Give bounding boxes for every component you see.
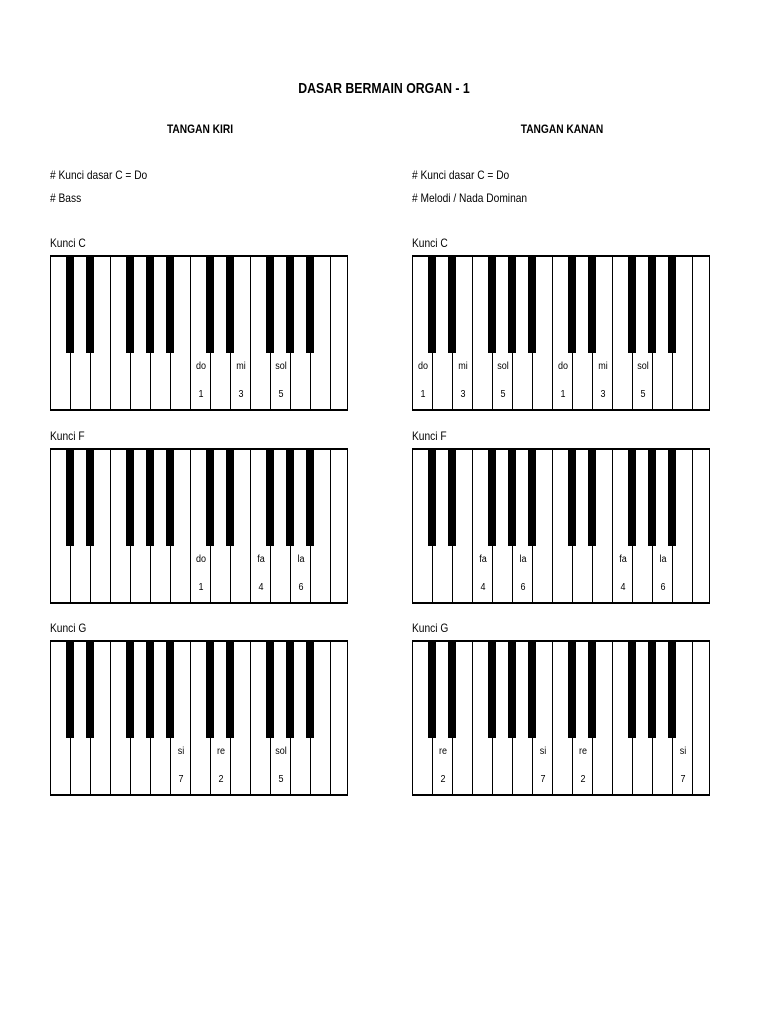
black-key xyxy=(628,642,636,738)
note-right-2: # Melodi / Nada Dominan xyxy=(412,191,528,205)
key-note-name: si xyxy=(679,746,687,757)
black-key xyxy=(488,642,496,738)
note-left-1: # Kunci dasar C = Do xyxy=(50,168,148,182)
page-title: DASAR BERMAIN ORGAN - 1 xyxy=(298,80,470,97)
black-key xyxy=(166,642,174,738)
key-note-name: re xyxy=(216,746,226,757)
key-note-name: sol xyxy=(275,746,287,757)
key-note-name: re xyxy=(438,746,448,757)
key-note-number: 7 xyxy=(540,774,546,785)
key-note-number: 3 xyxy=(238,389,244,400)
black-key xyxy=(448,450,456,546)
white-key xyxy=(91,642,111,794)
piano-keyboard xyxy=(50,448,348,604)
black-key xyxy=(428,450,436,546)
key-note-number: 1 xyxy=(198,582,204,593)
key-note-number: 2 xyxy=(218,774,224,785)
black-key xyxy=(428,257,436,353)
black-key xyxy=(528,642,536,738)
black-key xyxy=(86,450,94,546)
black-key xyxy=(568,450,576,546)
key-note-number: 5 xyxy=(500,389,506,400)
black-key xyxy=(568,642,576,738)
piano-keyboard xyxy=(412,640,710,796)
white-key xyxy=(171,450,191,602)
key-note-name: si xyxy=(177,746,185,757)
white-key xyxy=(91,257,111,409)
black-key xyxy=(448,642,456,738)
black-key xyxy=(286,257,294,353)
kunci-label: Kunci F xyxy=(412,429,447,443)
note-right-1: # Kunci dasar C = Do xyxy=(412,168,510,182)
piano-keyboard xyxy=(412,448,710,604)
key-note-number: 6 xyxy=(660,582,666,593)
black-key xyxy=(628,450,636,546)
black-key xyxy=(226,450,234,546)
kunci-label: Kunci C xyxy=(412,236,448,250)
black-key xyxy=(508,642,516,738)
black-key xyxy=(266,450,274,546)
white-key xyxy=(453,450,473,602)
black-key xyxy=(206,450,214,546)
white-key xyxy=(311,450,331,602)
white-key xyxy=(593,450,613,602)
key-note-number: 5 xyxy=(278,774,284,785)
black-key xyxy=(488,257,496,353)
white-key xyxy=(673,257,693,409)
white-key xyxy=(453,642,473,794)
black-key xyxy=(648,257,656,353)
kunci-label: Kunci G xyxy=(50,621,87,635)
key-note-number: 2 xyxy=(440,774,446,785)
key-note-number: 4 xyxy=(480,582,486,593)
white-key xyxy=(593,642,613,794)
key-note-name: sol xyxy=(497,361,509,372)
white-key xyxy=(693,642,713,794)
black-key xyxy=(146,257,154,353)
key-note-name: re xyxy=(578,746,588,757)
key-note-number: 4 xyxy=(620,582,626,593)
piano-keyboard xyxy=(50,255,348,411)
column-heading-left: TANGAN KIRI xyxy=(166,122,234,136)
black-key xyxy=(428,642,436,738)
key-note-name: sol xyxy=(637,361,649,372)
key-note-name: la xyxy=(519,554,527,565)
key-note-number: 1 xyxy=(198,389,204,400)
column-heading-right: TANGAN KANAN xyxy=(520,122,604,136)
key-note-number: 3 xyxy=(600,389,606,400)
black-key xyxy=(306,450,314,546)
black-key xyxy=(86,642,94,738)
key-note-number: 6 xyxy=(520,582,526,593)
black-key xyxy=(206,257,214,353)
white-key xyxy=(171,642,191,794)
key-note-number: 7 xyxy=(178,774,184,785)
black-key xyxy=(588,642,596,738)
white-key xyxy=(231,450,251,602)
white-key xyxy=(231,257,251,409)
kunci-label: Kunci F xyxy=(50,429,85,443)
key-note-number: 1 xyxy=(560,389,566,400)
white-key xyxy=(331,450,351,602)
black-key xyxy=(226,642,234,738)
black-key xyxy=(508,257,516,353)
black-key xyxy=(126,450,134,546)
black-key xyxy=(286,450,294,546)
black-key xyxy=(588,450,596,546)
white-key xyxy=(533,450,553,602)
white-key xyxy=(533,642,553,794)
white-key xyxy=(693,257,713,409)
black-key xyxy=(668,642,676,738)
black-key xyxy=(648,642,656,738)
kunci-label: Kunci C xyxy=(50,236,86,250)
black-key xyxy=(166,450,174,546)
black-key xyxy=(528,257,536,353)
black-key xyxy=(226,257,234,353)
key-note-number: 2 xyxy=(580,774,586,785)
white-key xyxy=(533,257,553,409)
black-key xyxy=(448,257,456,353)
key-note-name: fa xyxy=(257,554,265,565)
black-key xyxy=(306,642,314,738)
piano-keyboard xyxy=(50,640,348,796)
key-note-name: do xyxy=(195,554,207,565)
black-key xyxy=(266,257,274,353)
note-left-2: # Bass xyxy=(50,191,82,205)
black-key xyxy=(206,642,214,738)
black-key xyxy=(488,450,496,546)
key-note-name: mi xyxy=(598,361,608,372)
key-note-name: mi xyxy=(236,361,246,372)
white-key xyxy=(311,257,331,409)
black-key xyxy=(286,642,294,738)
white-key xyxy=(171,257,191,409)
white-key xyxy=(693,450,713,602)
black-key xyxy=(508,450,516,546)
key-note-number: 7 xyxy=(680,774,686,785)
black-key xyxy=(648,450,656,546)
black-key xyxy=(146,642,154,738)
kunci-label: Kunci G xyxy=(412,621,449,635)
piano-keyboard xyxy=(412,255,710,411)
white-key xyxy=(453,257,473,409)
key-note-name: mi xyxy=(458,361,468,372)
key-note-number: 5 xyxy=(278,389,284,400)
white-key xyxy=(231,642,251,794)
key-note-number: 6 xyxy=(298,582,304,593)
black-key xyxy=(266,642,274,738)
black-key xyxy=(146,450,154,546)
black-key xyxy=(588,257,596,353)
key-note-name: la xyxy=(297,554,305,565)
white-key xyxy=(311,642,331,794)
key-note-number: 1 xyxy=(420,389,426,400)
key-note-number: 3 xyxy=(460,389,466,400)
white-key xyxy=(593,257,613,409)
key-note-name: la xyxy=(659,554,667,565)
black-key xyxy=(306,257,314,353)
black-key xyxy=(668,450,676,546)
black-key xyxy=(86,257,94,353)
key-note-name: do xyxy=(557,361,569,372)
key-note-name: sol xyxy=(275,361,287,372)
black-key xyxy=(66,642,74,738)
black-key xyxy=(126,642,134,738)
black-key xyxy=(568,257,576,353)
white-key xyxy=(331,257,351,409)
black-key xyxy=(166,257,174,353)
white-key xyxy=(673,642,693,794)
white-key xyxy=(91,450,111,602)
black-key xyxy=(628,257,636,353)
black-key xyxy=(66,257,74,353)
white-key xyxy=(331,642,351,794)
key-note-number: 4 xyxy=(258,582,264,593)
key-note-name: do xyxy=(195,361,207,372)
key-note-name: si xyxy=(539,746,547,757)
key-note-name: do xyxy=(417,361,429,372)
key-note-number: 5 xyxy=(640,389,646,400)
key-note-name: fa xyxy=(619,554,627,565)
black-key xyxy=(66,450,74,546)
key-note-name: fa xyxy=(479,554,487,565)
black-key xyxy=(668,257,676,353)
black-key xyxy=(528,450,536,546)
white-key xyxy=(673,450,693,602)
black-key xyxy=(126,257,134,353)
